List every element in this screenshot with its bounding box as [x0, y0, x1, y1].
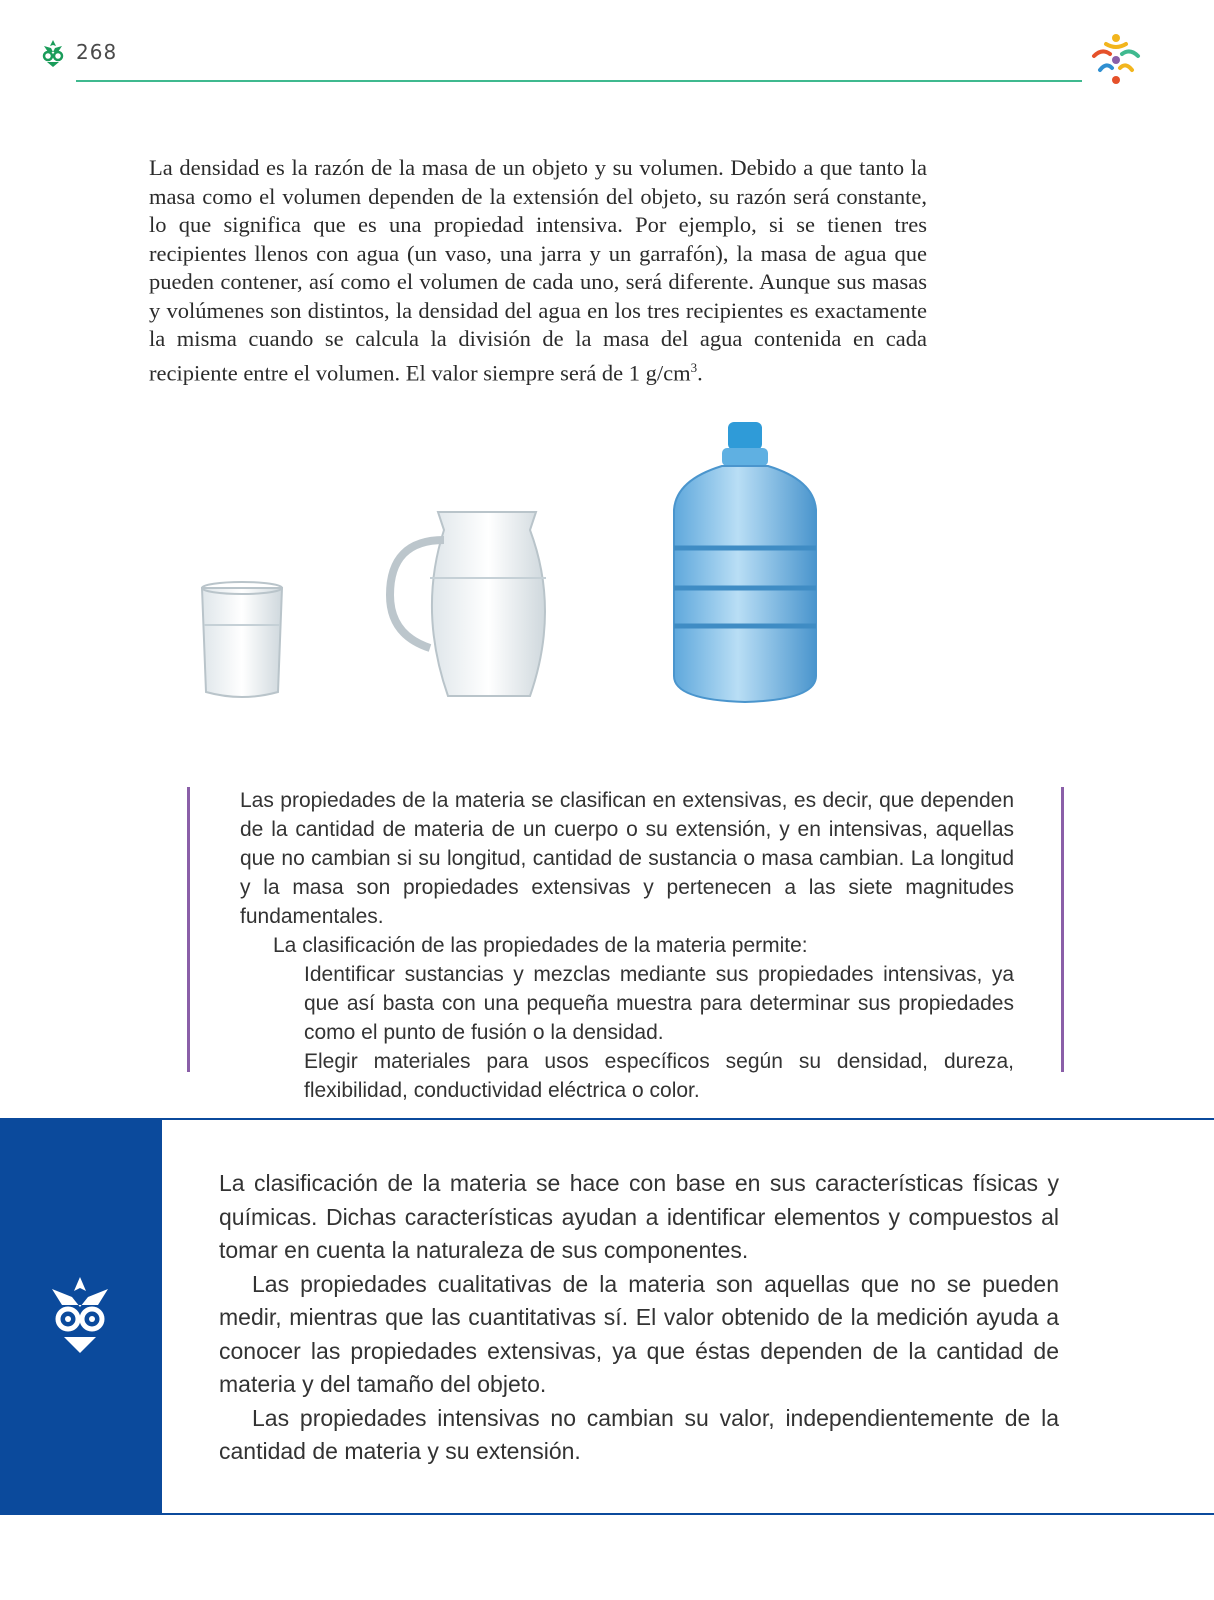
- note-right-bar: [1061, 787, 1064, 1072]
- summary-paragraph: Las propiedades intensivas no cambian su valor, independientemente de la cantidad de materia y su extensión.: [219, 1404, 1059, 1464]
- summary-paragraph: Las propiedades cualitativas de la materia son aquellas que no se pueden medir, mientras que las cuantitativas sí. El valor obtenido de la medición ayuda a conocer las propiedades extensivas, ya que éstas dependen de la cantidad de materia y del tamaño del objeto.: [219, 1270, 1059, 1397]
- ornament-icon: [48, 1273, 112, 1357]
- header-rule: [76, 80, 1082, 82]
- note-list: [240, 960, 1014, 1105]
- note-lead: La clasificación de las propiedades de la materia permite:: [273, 934, 808, 957]
- summary-paragraph: La clasificación de la materia se hace con base en sus características físicas y químicas. Dichas características ayudan a identificar elementos y compuestos al tomar en cuenta la naturaleza de sus componentes.: [219, 1170, 1059, 1263]
- summary-top-rule: [162, 1118, 1214, 1120]
- note-box: [240, 786, 1014, 1105]
- logo-icon: [1086, 30, 1146, 90]
- list-item: Identificar sustancias y mezclas mediante sus propiedades intensivas, ya que así basta con una pequeña muestra para determinar sus propiedades como el punto de fusión o la densidad.: [304, 963, 1014, 1044]
- page-number: 268: [76, 40, 118, 64]
- jug-icon: [390, 512, 546, 696]
- water-bottle-icon: [674, 422, 816, 702]
- summary-bottom-rule: [162, 1513, 1214, 1515]
- intro-paragraph: La densidad es la razón de la masa de un objeto y su volumen. Debido a que tanto la masa como el volumen dependen de la extensión del objeto, su razón será constante, lo que significa que es una propiedad intensiva. Por ejemplo, si se tienen tres recipientes llenos con agua (un vaso, una jarra y un garrafón), la masa de agua que pueden contener, así como el volumen de cada uno, será diferente. Aunque sus masas y volúmenes son distintos, la densidad del agua en los tres recipientes es exactamente la misma cuando se calcula la división de la masa del agua contenida en cada recipiente entre el volumen. El valor siempre será de 1 $g/cm^3$.: [149, 155, 927, 385]
- ornament-icon: [40, 38, 66, 68]
- list-item: Elegir materiales para usos específicos según su densidad, dureza, flexibilidad, conductividad eléctrica o color.: [304, 1050, 1014, 1102]
- summary-text: [219, 1167, 1059, 1469]
- note-paragraph: Las propiedades de la materia se clasifican en extensivas, es decir, que dependen de la cantidad de materia de un cuerpo o su extensión, y en intensivas, aquellas que no cambian si su longitud, cantidad de sustancia o masa cambian. La longitud y la masa son propiedades extensivas y pertenecen a las siete magnitudes fundamentales.: [240, 789, 1014, 928]
- glass-icon: [202, 582, 282, 697]
- containers-illustration: [190, 420, 850, 720]
- note-left-bar: [187, 787, 190, 1072]
